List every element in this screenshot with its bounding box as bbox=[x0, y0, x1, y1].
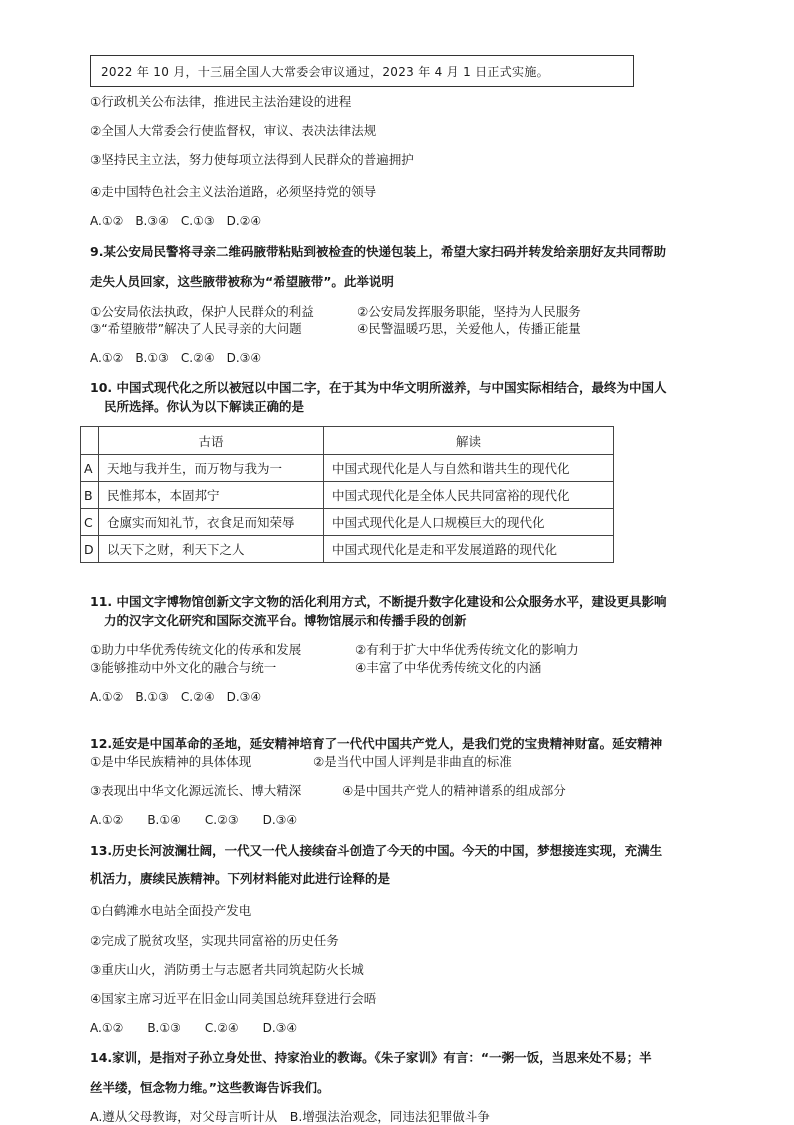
q9-stem-line2: 走失人员回家，这些腋带被称为“希望腋带”。此举说明 bbox=[90, 274, 394, 289]
row-label: B bbox=[81, 482, 99, 509]
q13-item-3: ③重庆山火，消防勇士与志愿者共同筑起防火长城 bbox=[90, 962, 364, 977]
q11-item-3: ③能够推动中外文化的融合与统一 bbox=[90, 660, 277, 675]
q11-choices: A.①② B.①③ C.②④ D.③④ bbox=[90, 690, 262, 704]
q10-stem-line1: 10. 中国式现代化之所以被冠以中国二字，在于其为中华文明所滋养，与中国实际相结合，最终为中国人 bbox=[90, 380, 667, 395]
q13-item-4: ④国家主席习近平在旧金山同美国总统拜登进行会晤 bbox=[90, 991, 377, 1006]
q12-item-4: ④是中国共产党人的精神谱系的组成部分 bbox=[342, 783, 566, 798]
table-header-row bbox=[81, 427, 614, 455]
table-row bbox=[81, 482, 614, 509]
q13-item-2: ②完成了脱贫攻坚，实现共同富裕的历史任务 bbox=[90, 933, 339, 948]
q13-choices: A.①② B.①③ C.②④ D.③④ bbox=[90, 1021, 298, 1035]
q9-item-2: ②公安局发挥服务职能，坚持为人民服务 bbox=[357, 304, 581, 319]
q11-item-2: ②有利于扩大中华优秀传统文化的影响力 bbox=[355, 642, 579, 657]
q12-item-1: ①是中华民族精神的具体体现 bbox=[90, 754, 252, 769]
q14-choice-ab: A.遵从父母教诲，对父母言听计从 B.增强法治观念，同违法犯罪做斗争 bbox=[90, 1109, 490, 1124]
row-quote: 天地与我并生，而万物与我为一 bbox=[99, 455, 324, 482]
q11-item-4: ④丰富了中华优秀传统文化的内涵 bbox=[355, 660, 542, 675]
row-interp: 中国式现代化是全体人民共同富裕的现代化 bbox=[324, 482, 614, 509]
q10-table bbox=[80, 426, 614, 563]
q13-stem-line1: 13.历史长河波澜壮阔，一代又一代人接续奋斗创造了今天的中国。今天的中国，梦想接连实现，充满生 bbox=[90, 843, 663, 858]
intro-box bbox=[90, 55, 634, 87]
q11-stem-line2: 力的汉字文化研究和国际交流平台。博物馆展示和传播手段的创新 bbox=[104, 613, 467, 628]
q14-stem-line1: 14.家训，是指对子孙立身处世、持家治业的教诲。《朱子家训》有言：“一粥一饭，当思来处不易；半 bbox=[90, 1050, 652, 1065]
q12-stem-line1: 12.延安是中国革命的圣地，延安精神培育了一代代中国共产党人，是我们党的宝贵精神财富。延安精神 bbox=[90, 736, 663, 751]
q9-item-1: ①公安局依法执政，保护人民群众的利益 bbox=[90, 304, 314, 319]
q8-choices: A.①② B.③④ C.①③ D.②④ bbox=[90, 214, 262, 228]
q14-stem-line2: 丝半缕，恒念物力维。”这些教诲告诉我们。 bbox=[90, 1080, 330, 1095]
q13-stem-line2: 机活力，赓续民族精神。下列材料能对此进行诠释的是 bbox=[90, 871, 391, 886]
q10-stem-line2: 民所选择。你认为以下解读正确的是 bbox=[104, 399, 305, 414]
table-row bbox=[81, 455, 614, 482]
row-quote: 以天下之财，利天下之人 bbox=[99, 536, 324, 563]
row-interp: 中国式现代化是人口规模巨大的现代化 bbox=[324, 509, 614, 536]
intro-text: 2022 年 10 月，十三届全国人大常委会审议通过，2023 年 4 月 1 日正式实施。 bbox=[101, 65, 549, 79]
row-quote: 仓廪实而知礼节，衣食足而知荣辱 bbox=[99, 509, 324, 536]
q8-item-2: ②全国人大常委会行使监督权，审议、表决法律法规 bbox=[90, 123, 377, 138]
q12-item-3: ③表现出中华文化源远流长、博大精深 bbox=[90, 783, 302, 798]
q9-choices: A.①② B.①③ C.②④ D.③④ bbox=[90, 351, 262, 365]
q8-item-3: ③坚持民主立法，努力使每项立法得到人民群众的普遍拥护 bbox=[90, 152, 414, 167]
table-header-quote: 古语 bbox=[99, 427, 324, 455]
row-label: A bbox=[81, 455, 99, 482]
row-interp: 中国式现代化是走和平发展道路的现代化 bbox=[324, 536, 614, 563]
table-header-interp: 解读 bbox=[324, 427, 614, 455]
q9-stem-line1: 9.某公安局民警将寻亲二维码腋带粘贴到被检查的快递包装上，希望大家扫码并转发给亲朋好友共同帮助 bbox=[90, 244, 666, 259]
row-interp: 中国式现代化是人与自然和谐共生的现代化 bbox=[324, 455, 614, 482]
row-label: C bbox=[81, 509, 99, 536]
q11-item-1: ①助力中华优秀传统文化的传承和发展 bbox=[90, 642, 302, 657]
row-quote: 民惟邦本，本固邦宁 bbox=[99, 482, 324, 509]
q9-item-4: ④民警温暖巧思，关爱他人，传播正能量 bbox=[357, 321, 581, 336]
q11-stem-line1: 11. 中国文字博物馆创新文字文物的活化利用方式，不断提升数字化建设和公众服务水平，建设更具影响 bbox=[90, 594, 667, 609]
q8-item-1: ①行政机关公布法律，推进民主法治建设的进程 bbox=[90, 94, 352, 109]
table-row bbox=[81, 536, 614, 563]
table-row bbox=[81, 509, 614, 536]
q8-item-4: ④走中国特色社会主义法治道路，必须坚持党的领导 bbox=[90, 184, 377, 199]
row-label: D bbox=[81, 536, 99, 563]
q9-item-3: ③“希望腋带”解决了人民寻亲的大问题 bbox=[90, 321, 302, 336]
q12-item-2: ②是当代中国人评判是非曲直的标准 bbox=[313, 754, 512, 769]
q12-choices: A.①② B.①④ C.②③ D.③④ bbox=[90, 813, 298, 827]
q13-item-1: ①白鹤滩水电站全面投产发电 bbox=[90, 903, 252, 918]
table-header-blank bbox=[81, 427, 99, 455]
